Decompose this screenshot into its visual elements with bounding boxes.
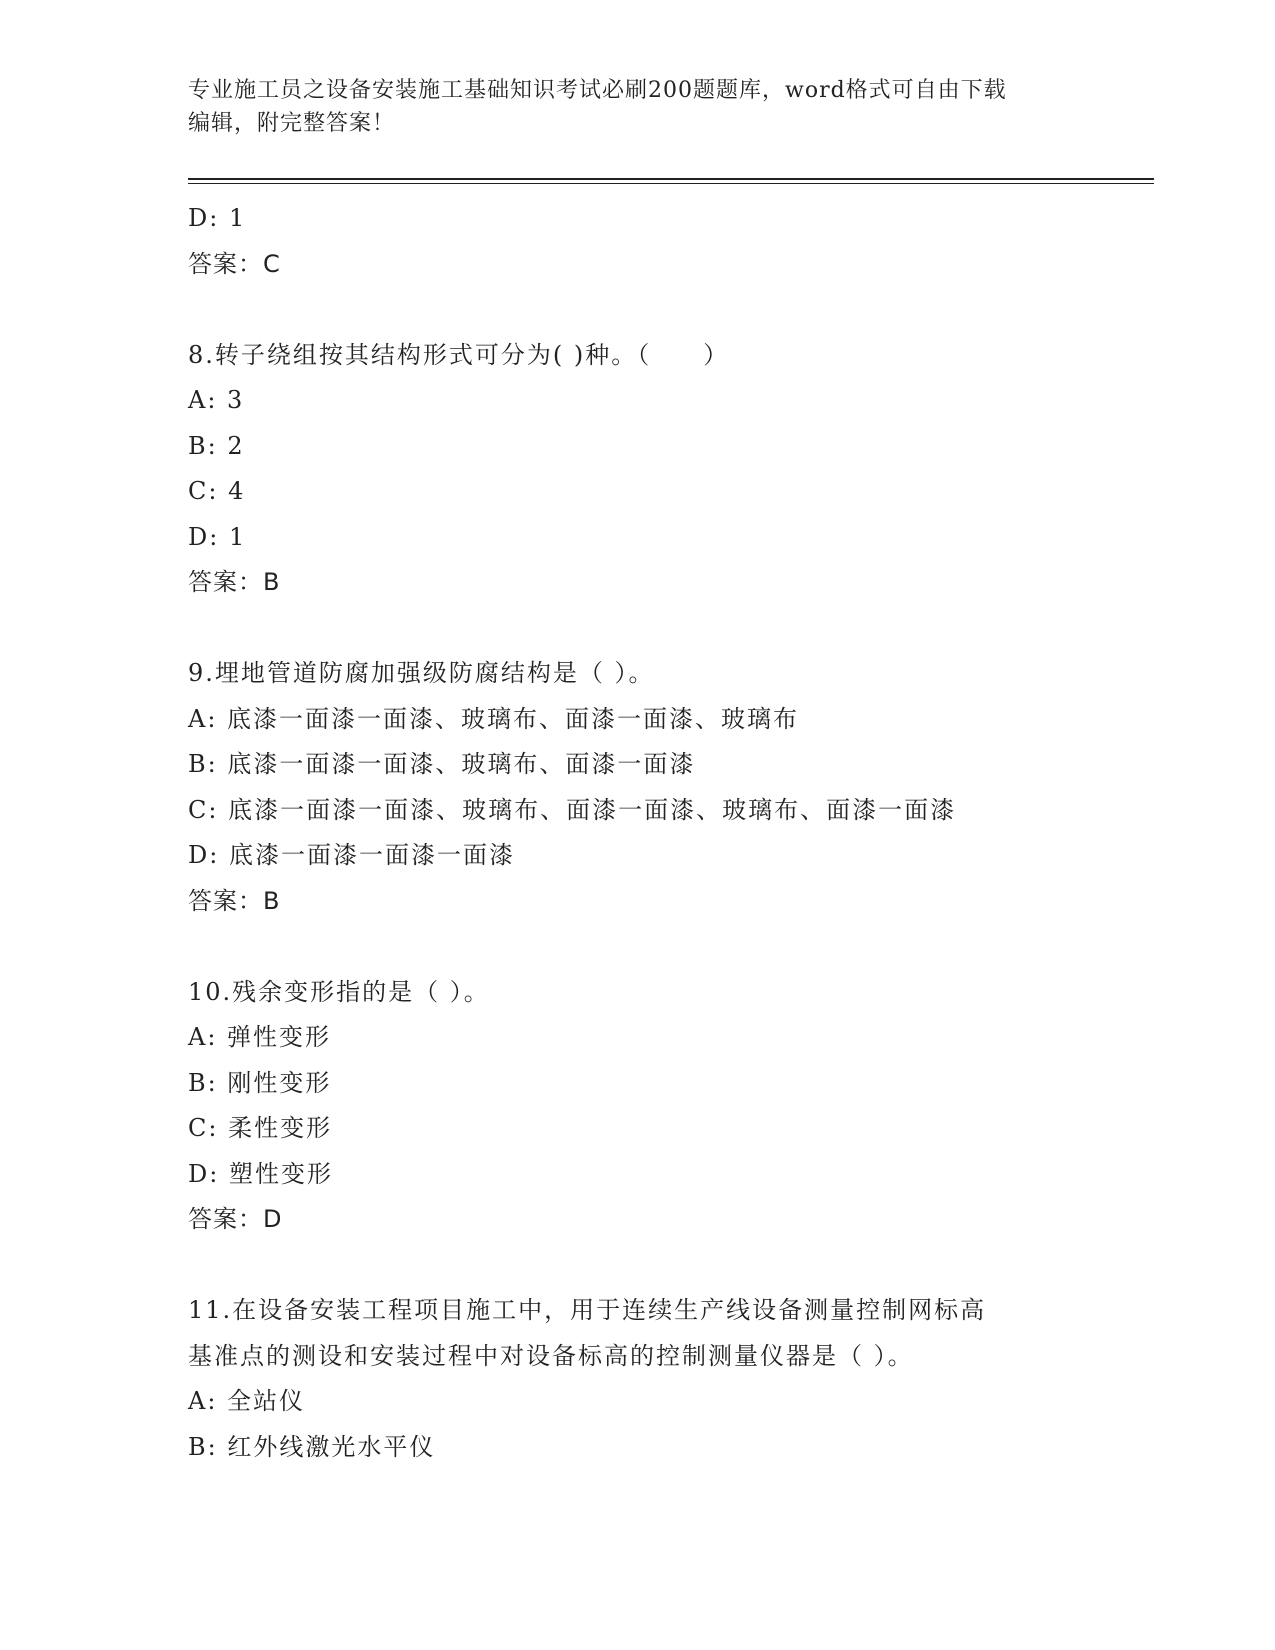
header-title-line-2: 编辑，附完整答案！ [188, 111, 396, 136]
question-11 [188, 1288, 1148, 1470]
option-d: D: 1 [188, 522, 247, 551]
option-a: A: 3 [188, 386, 245, 414]
option-c: C: 柔性变形 [188, 1114, 333, 1142]
question-stem-line-2: 基准点的测设和安装过程中对设备标高的控制测量仪器是（ ）。 [188, 1341, 914, 1370]
answer-line: 答案：C [188, 249, 281, 278]
option-a: A: 弹性变形 [188, 1023, 332, 1051]
option-b: B: 底漆一面漆一面漆、玻璃布、面漆一面漆 [188, 750, 696, 778]
answer-line: 答案：B [188, 886, 281, 915]
option-a: A: 全站仪 [188, 1387, 306, 1415]
question-stem: 10.残余变形指的是（ ）。 [188, 977, 490, 1006]
question-stem-line-1: 11.在设备安装工程项目施工中，用于连续生产线设备测量控制网标高 [188, 1296, 987, 1324]
question-stem: 8.转子绕组按其结构形式可分为( )种。（ ） [188, 340, 730, 369]
question-list [188, 196, 1148, 1470]
answer-line: 答案：D [188, 1205, 283, 1233]
option-b: B: 2 [188, 431, 245, 460]
answer-line: 答案：B [188, 568, 281, 596]
header-divider-thin [188, 183, 1154, 184]
option-d: D: 塑性变形 [188, 1159, 333, 1188]
option-b: B: 红外线激光水平仪 [188, 1432, 436, 1461]
question-stem: 9.埋地管道防腐加强级防腐结构是（ ）。 [188, 659, 655, 687]
option-c: C: 底漆一面漆一面漆、玻璃布、面漆一面漆、玻璃布、面漆一面漆 [188, 795, 957, 824]
option-d: D: 1 [188, 204, 247, 232]
previous-question-tail [188, 196, 1148, 287]
page-header [188, 74, 1088, 140]
question-9 [188, 651, 1148, 924]
header-divider-thick [188, 178, 1154, 180]
header-title-line-1: 专业施工员之设备安装施工基础知识考试必刷200题题库，word格式可自由下载 [188, 78, 1007, 103]
question-10 [188, 970, 1148, 1243]
option-b: B: 刚性变形 [188, 1068, 332, 1097]
option-a: A: 底漆一面漆一面漆、玻璃布、面漆一面漆、玻璃布 [188, 704, 800, 733]
option-d: D: 底漆一面漆一面漆一面漆 [188, 841, 515, 869]
question-8 [188, 333, 1148, 606]
option-c: C: 4 [188, 477, 246, 505]
